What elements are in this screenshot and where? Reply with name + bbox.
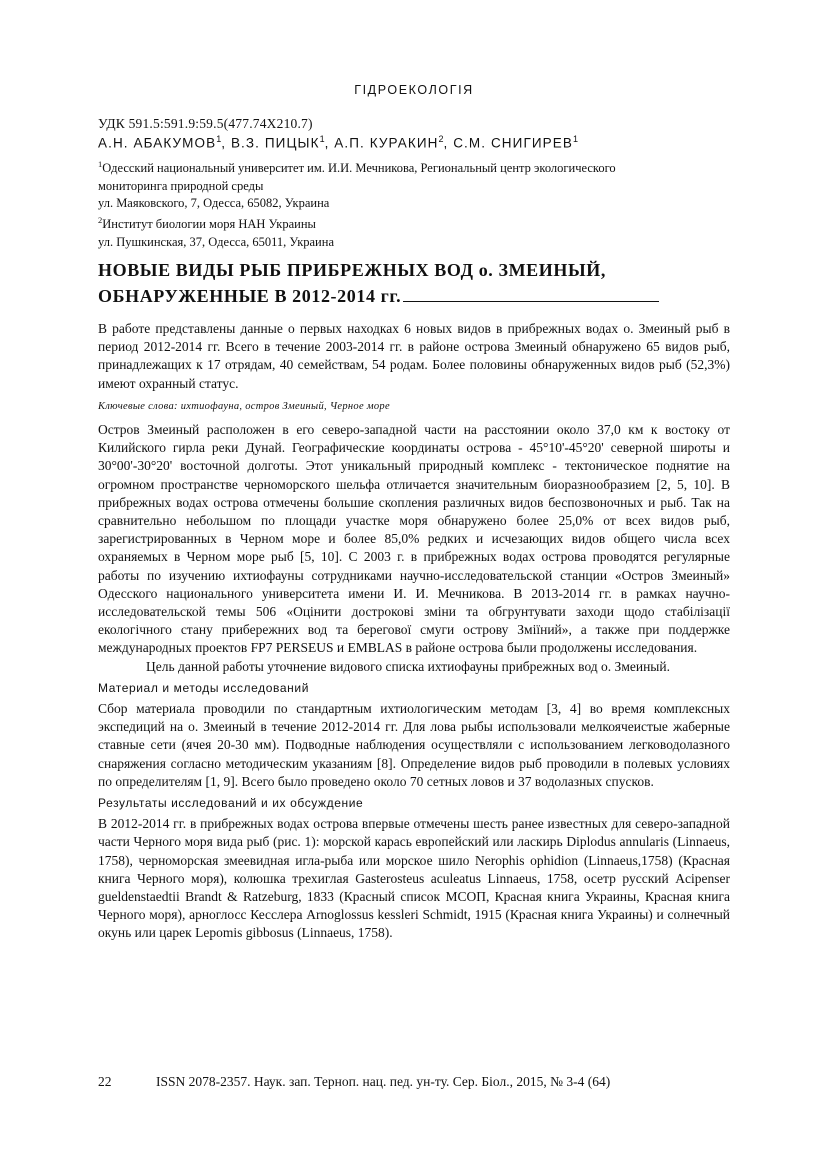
title-line-2: ОБНАРУЖЕННЫЕ В 2012-2014 гг.	[98, 286, 402, 306]
journal-citation: ISSN 2078-2357. Наук. зап. Терноп. нац. пед. ун-ту. Сер. Біол., 2015, № 3-4 (64)	[156, 1074, 611, 1089]
affiliation-2-address: ул. Пушкинская, 37, Одесса, 65011, Украина	[98, 234, 334, 249]
article-title	[98, 257, 738, 309]
affiliation-1	[98, 156, 698, 178]
affiliations	[98, 156, 698, 251]
udk-code: УДК 591.5:591.9:59.5(477.74Х210.7)	[98, 116, 313, 131]
author-affiliation-mark: 2	[438, 134, 444, 144]
paragraph: Остров Змеиный расположен в его северо-западной части на расстоянии около 37,0 км к востоку от Килийского гирла реки Дунай. Географические координаты острова - 45°10'-45°20' северной широты и 30°00'-30°20' восточной долготы. Этот уникальный природный комплекс - тектоническое поднятие на огромном пространстве черноморского шельфа отличается значительным биоразнообразием [2, 5, 10]. В прибрежных водах острова отмечены большие скопления различных видов беспозвоночных и рыб. Так на сравнительно небольшом по площади участке моря обнаружено более 25,0% от всех видов рыб, зарегистрированных в Черном море и более 85,0% редких и исчезающих видов общего числа всех охраняемых в Черном море рыб [5, 10]. С 2003 г. в прибрежных водах острова проводятся регулярные работы по изучению ихтиофауны сотрудниками научно-исследовательской станции «Остров Змеиный» Одесского национального университета имени И. И. Мечникова. В 2013-2014 гг. в рамках научно-исследовательской темы 506 «Оцінити дострокові зміни та обгрунтувати заходи щодо стабілізації екологічного стану прибережних вод та берегової смуги острову Зміїний», а также при поддержке международных проектов FP7 PERSEUS и EMBLAS в районе острова были продолжены исследования.	[98, 422, 730, 656]
author-name: В.З. ПИЦЫК	[230, 135, 320, 151]
paragraph: В 2012-2014 гг. в прибрежных водах острова впервые отмечены шесть ранее известных для северо-западной части Черного моря вида рыб (рис. 1): морской карась европейский или ласкирь Diplodus annularis (Linnaeus, 1758), черноморская змеевидная игла-рыба или морское шило Nerophis ophidion (Linnaeus,1758) (Красная книга Черного моря), колюшка трехиглая Gasterosteus aculeatus Linnaeus, 1758, осетр русский Acipenser gueldenstaedtii Brandt & Ratzeburg, 1833 (Красный список МСОП, Красная книга Украины, Красная книга Черного моря), арноглосс Кесслера Arnoglossus kessleri Schmidt, 1915 (Красная книга Украины) и солнечный окунь или царек Lepomis gibbosus (Linnaeus, 1758).	[98, 816, 730, 941]
author-name: С.М. СНИГИРЕВ	[453, 135, 573, 151]
affiliation-text: Институт биологии моря НАН Украины	[102, 217, 316, 232]
article-body	[98, 421, 730, 943]
title-underline-rule	[403, 287, 659, 302]
paragraph: Сбор материала проводили по стандартным ихтиологическим методам [3, 4] во время комплексных экспедиций на о. Змеиный в течение 2012-2014 гг. Для лова рыбы использовали мелкоячеистые жаберные ставные сети (ячея 20-30 мм). Подводные наблюдения осуществляли с использованием легководолазного снаряжения согласно методическим указаниям [8]. Определение видов рыб проводили в полевых условиях по определителям [1, 9]. Всего было проведено около 70 сетных ловов и 37 водолазных спусков.	[98, 701, 730, 789]
author-affiliation-mark: 1	[319, 134, 325, 144]
affiliation-1-address: ул. Маяковского, 7, Одесса, 65082, Украина	[98, 195, 330, 210]
section-heading-results: Результаты исследований и их обсуждение	[98, 796, 364, 811]
affiliation-mark: 2	[98, 215, 103, 226]
author-name: А.Н. АБАКУМОВ	[98, 135, 217, 151]
affiliation-text: Одесский национальный университет им. И.И. Мечникова, Региональный центр экологического	[102, 161, 616, 176]
affiliation-2	[98, 212, 698, 234]
section-header: ГІДРОЕКОЛОГІЯ	[354, 83, 474, 97]
authors-line: А.Н. АБАКУМОВ$^1$, В.З. ПИЦЫК$^1$, А.П. КУРАКИН$^2$, С.М. СНИГИРЕВ$^1$	[98, 134, 578, 151]
author-affiliation-mark: 1	[216, 134, 222, 144]
keywords: Ключевые слова: ихтиофауна, остров Змеиный, Черное море	[98, 401, 390, 412]
page-footer	[98, 1074, 730, 1090]
page-number: 22	[98, 1074, 112, 1089]
title-line-2-wrap	[98, 283, 738, 309]
affiliation-1-cont: мониторинга природной среды	[98, 178, 264, 193]
section-heading-methods: Материал и методы исследований	[98, 680, 309, 695]
title-line-1: НОВЫЕ ВИДЫ РЫБ ПРИБРЕЖНЫХ ВОД о. ЗМЕИНЫЙ,	[98, 260, 606, 280]
abstract: В работе представлены данные о первых находках 6 новых видов в прибрежных водах о. Змеиный рыб в период 2012-2014 гг. Всего в течение 2003-2014 гг. в районе острова Змеиный обнаружено 65 видов рыб, принадлежащих к 17 отрядам, 40 семействам, 54 родам. Более половины обнаруженных видов рыб (52,3%) имеют охранный статус.	[98, 321, 730, 391]
affiliation-mark: 1	[98, 159, 103, 169]
paragraph: Цель данной работы уточнение видового списка ихтиофауны прибрежных вод о. Змеиный.	[146, 658, 670, 674]
author-name: А.П. КУРАКИН	[334, 135, 439, 151]
author-affiliation-mark: 1	[572, 134, 578, 144]
